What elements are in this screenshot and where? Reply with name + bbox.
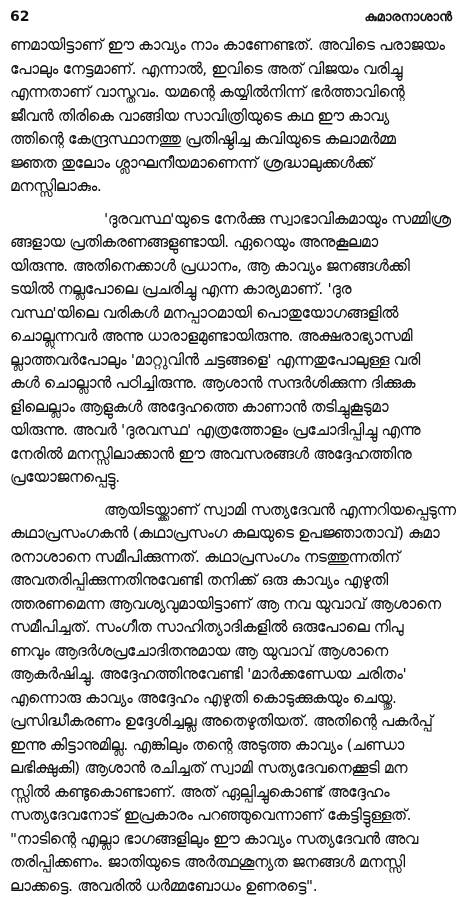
text-line: ണമായിട്ടാണ് ഈ കാവ്യം നാം കാണേണ്ടത്. അവിടെ പരാജയം [10,34,456,58]
text-line: അവതരിപ്പിക്കുന്നതിനുവേണ്ടി തനിക്ക് ഒരു കാവ്യം എഴുതി [10,569,456,593]
text-line: പ്രസിദ്ധീകരണം ഉദ്ദേശിച്ചല്ല അതെഴുതിയത്. അതിന്റെ പകർപ്പ് [10,710,456,734]
text-line: തരിപ്പിക്കണം. ജാതിയുടെ അർത്ഥശൂന്യത ജനങ്ങൾ മനസ്സി [10,851,456,875]
text-line: സമീപിച്ചത്. സംഗീത സാഹിത്യാദികളിൽ ഒരുപോലെ നിപു [10,616,456,640]
text-line: പോലും നേട്ടമാണ്. എന്നാൽ, ഇവിടെ അത് വിജയം വരിച്ചു [10,58,456,82]
text-line: ത്തരണമെന്ന ആവശ്യവുമായിട്ടാണ് ആ നവ യുവാവ് ആശാനെ [10,593,456,617]
paragraph [10,34,456,199]
text-line: ഇന്നു കിട്ടാനുമില്ല. എങ്കിലും തന്റെ അടുത്ത കാവ്യം (ചണ്ഡാ [10,734,456,758]
text-line: ആയിടയ്ക്കാണ് സ്വാമി സത്യദേവൻ എന്നറിയപ്പെടുന്ന [10,499,456,523]
text-line: "നാടിന്റെ എല്ലാ ഭാഗങ്ങളിലും ഈ കാവ്യം സത്യദേവൻ അവ [10,828,456,852]
text-line: ലഭിക്ഷുകി) ആശാൻ രചിച്ചത് സ്വാമി സത്യദേവനെക്കൂടി മന [10,757,456,781]
text-line: യിരുന്നു. അവർ 'ദുരവസ്ഥ' എത്രത്തോളം പ്രചോദിപ്പിച്ചു എന്നു [10,419,456,443]
text-line: 'ദുരവസ്ഥ'യുടെ നേർക്കു സ്വാഭാവികമായും സമ്മിശ്ര [10,208,456,232]
text-line: ങ്ങളായ പ്രതികരണങ്ങളുണ്ടായി. ഏറെയും അനുകൂലമാ [10,231,456,255]
text-line: ചൊല്ലുന്നവർ അന്നു ധാരാളമുണ്ടായിരുന്നു. അക്ഷരാഭ്യാസമി [10,325,456,349]
text-line: കൾ ചൊല്ലാൻ പഠിച്ചിരുന്നു. ആശാൻ സന്ദർശിക്കുന്ന ദിക്കുക [10,372,456,396]
text-line: യിരുന്നു. അതിനെക്കാൾ പ്രധാനം, ആ കാവ്യം ജനങ്ങൾക്കി [10,255,456,279]
text-line: നേരിൽ മനസ്സിലാക്കാൻ ഈ അവസരങ്ങൾ അദ്ദേഹത്തിനു [10,443,456,467]
paragraph [10,208,456,490]
page-header [10,6,452,28]
text-line: സത്യദേവനോട് ഇപ്രകാരം പറഞ്ഞുവെന്നാണ് കേട്ടിട്ടുള്ളത്. [10,804,456,828]
text-line: ല്ലാത്തവർപോലും 'മാറ്റുവിൻ ചട്ടങ്ങളെ' എന്നതുപോലുള്ള വരി [10,349,456,373]
page-number: 62 [10,9,29,25]
text-line: രനാശാനെ സമീപിക്കുന്നത്. കഥാപ്രസംഗം നടത്തുന്നതിന് [10,546,456,570]
text-line: മനസ്സിലാകും. [10,175,456,199]
text-line: ജ്ഞത തുലോം ശ്ലാഘനീയമാണെന്ന് ശ്രദ്ധാലുക്കൾക്ക് [10,152,456,176]
text-line: ളിലെല്ലാം ആളുകൾ അദ്ദേഹത്തെ കാണാൻ തടിച്ചുകൂടുമാ [10,396,456,420]
text-line: വസ്ഥ'യിലെ വരികൾ മനപ്പാഠമായി പൊതുയോഗങ്ങളിൽ [10,302,456,326]
text-line: ടയിൽ നല്ലപോലെ പ്രചരിച്ചു എന്ന കാര്യമാണ്. 'ദുര [10,278,456,302]
text-line: ലാക്കട്ടെ. അവരിൽ ധർമ്മബോധം ഉണരട്ടെ". [10,875,456,898]
text-line: ത്തിന്റെ കേന്ദ്രസ്ഥാനത്തു പ്രതിഷ്ഠിച്ച കവിയുടെ കലാമർമ്മ [10,128,456,152]
text-line: കഥാപ്രസംഗകൻ (കഥാപ്രസംഗ കലയുടെ ഉപജ്ഞാതാവ്) കുമാ [10,522,456,546]
text-line: ജീവൻ തിരികെ വാങ്ങിയ സാവിത്രിയുടെ കഥ ഈ കാവ്യ [10,105,456,129]
text-line: സ്സിൽ കണ്ടുകൊണ്ടാണ്. അത് ഏല്പിച്ചുകൊണ്ട് അദ്ദേഹം [10,781,456,805]
text-line: എന്നൊരു കാവ്യം അദ്ദേഹം എഴുതി കൊടുക്കുകയും ചെയ്തു. [10,687,456,711]
running-title: കുമാരനാശാൻ [364,10,452,25]
text-line: ആകർഷിച്ചു. അദ്ദേഹത്തിനുവേണ്ടി 'മാർക്കണ്ഡേയ ചരിതം' [10,663,456,687]
page-body [10,34,456,898]
paragraph [10,499,456,898]
text-line: എന്നതാണ് വാസ്തവം. യമന്റെ കയ്യിൽനിന്ന് ഭർത്താവിന്റെ [10,81,456,105]
text-line: ണവും ആദർശപ്രചോദിതനുമായ ആ യുവാവ് ആശാനെ [10,640,456,664]
text-line: പ്രയോജനപ്പെട്ടു. [10,466,456,490]
